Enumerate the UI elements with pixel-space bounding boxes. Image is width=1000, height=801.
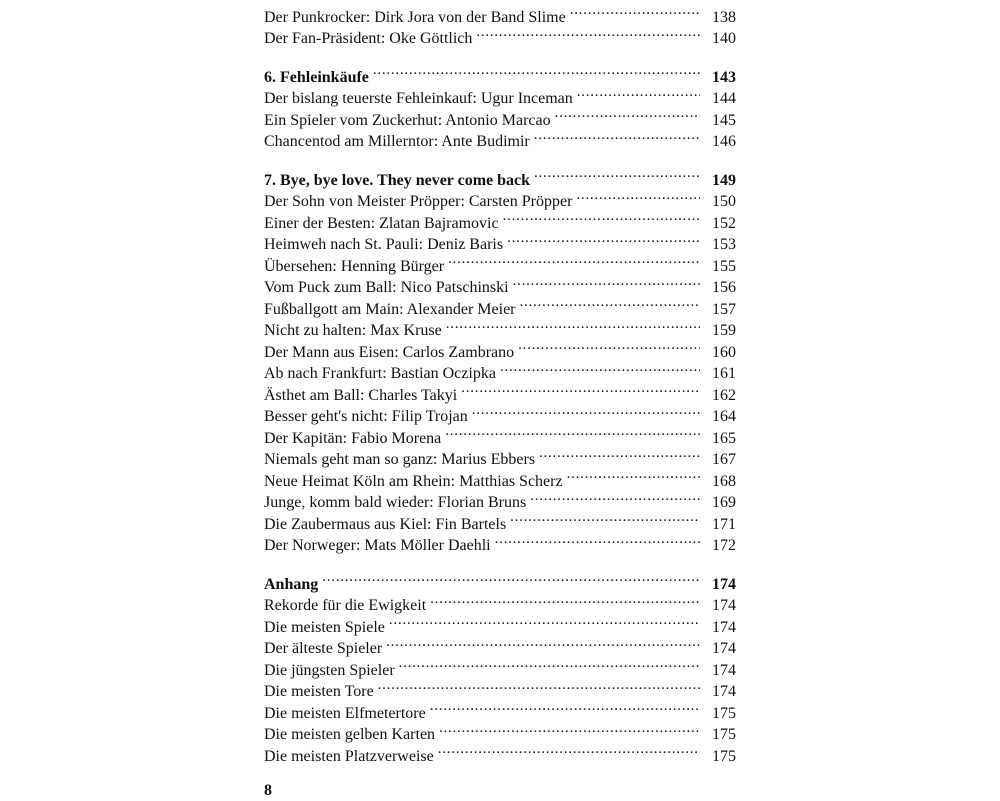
dot-leader [445,421,700,443]
entry-title: Der Kapitän: Fabio Morena [264,429,442,447]
toc-section [264,0,736,47]
page-number: 149 [712,171,736,189]
entry-title: Der bislang teuerste Fehleinkauf: Ugur Inceman [264,90,573,107]
dot-leader [373,60,700,82]
page-number: 159 [712,322,736,339]
page-number: 174 [712,640,736,657]
page-number: 162 [712,386,736,404]
entry-title: Fußballgott am Main: Alexander Meier [264,300,516,318]
entry-title: Der Fan-Präsident: Oke Göttlich [264,30,473,47]
dot-leader [518,335,700,357]
entry-title: Rekorde für die Ewigkeit [264,597,427,614]
entry-title: Die Zaubermaus aus Kiel: Fin Bartels [264,515,507,533]
page-number: 143 [712,68,736,86]
entry-title: Ästhet am Ball: Charles Takyi [264,386,458,404]
toc-chapter-heading [264,567,736,593]
page-number: 174 [712,618,736,636]
entry-title: Ab nach Frankfurt: Bastian Oczipka [264,365,496,382]
entry-title: Der Punkrocker: Dirk Jora von der Band Slime [264,8,566,26]
dot-leader [476,22,700,44]
page-number: 175 [712,704,736,722]
dot-leader [472,400,700,422]
page-number: 165 [712,429,736,447]
dot-leader [389,610,700,632]
toc-section [264,163,736,554]
dot-leader [577,82,700,104]
page-number: 146 [712,133,736,150]
page-folio: 8 [264,782,272,799]
page-number: 174 [712,597,736,614]
page-number: 172 [712,537,736,554]
dot-leader [430,696,700,718]
dot-leader [495,529,700,551]
entry-title: Der Norweger: Mats Möller Daehli [264,537,491,554]
page-number: 174 [712,683,736,700]
dot-leader [570,0,700,22]
page-number: 157 [712,300,736,318]
toc-entry [264,0,736,26]
dot-leader [520,292,701,314]
page-number: 160 [712,343,736,361]
entry-title: Die meisten Platzverweise [264,747,434,765]
dot-leader [399,653,700,675]
dot-leader [513,271,700,293]
dot-leader [539,443,700,465]
dot-leader [534,125,700,147]
toc-chapter-heading [264,163,736,189]
dot-leader [430,589,700,611]
entry-title: Der Sohn von Meister Pröpper: Carsten Pröpper [264,193,573,210]
page-number: 145 [712,111,736,129]
chapter-title: 7. Bye, bye love. They never come back [264,171,531,189]
chapter-title: 6. Fehleinkäufe [264,68,369,86]
toc-section [264,567,736,765]
entry-title: Vom Puck zum Ball: Nico Patschinski [264,279,509,296]
entry-title: Neue Heimat Köln am Rhein: Matthias Scherz [264,472,563,490]
entry-title: Niemals geht man so ganz: Marius Ebbers [264,451,536,468]
page-number: 138 [712,8,736,26]
dot-leader [448,249,700,271]
dot-leader [510,507,700,529]
page-number: 168 [712,472,736,490]
chapter-title: Anhang [264,575,319,593]
page-number: 175 [712,726,736,743]
entry-title: Übersehen: Henning Bürger [264,257,445,275]
dot-leader [507,228,700,250]
entry-title: Besser geht's nicht: Filip Trojan [264,408,468,425]
dot-leader [322,567,700,589]
dot-leader [439,718,700,740]
entry-title: Einer der Besten: Zlatan Bajramovic [264,214,499,232]
dot-leader [555,103,700,125]
page-number: 144 [712,90,736,107]
entry-title: Chancentod am Millerntor: Ante Budimir [264,133,530,150]
toc-section [264,60,736,150]
page-number: 175 [712,747,736,765]
entry-title: Die jüngsten Spieler [264,661,395,679]
page-number: 164 [712,408,736,425]
page-number: 150 [712,193,736,210]
dot-leader [576,185,700,207]
dot-leader [500,357,700,379]
dot-leader [461,378,700,400]
dot-leader [446,314,700,336]
entry-title: Der Mann aus Eisen: Carlos Zambrano [264,343,515,361]
entry-title: Die meisten Spiele [264,618,385,636]
page-number: 140 [712,30,736,47]
page-number: 156 [712,279,736,296]
toc-chapter-heading [264,60,736,86]
dot-leader [567,464,700,486]
dot-leader [438,739,700,761]
entry-title: Die meisten Tore [264,683,374,700]
page-number: 153 [712,236,736,253]
entry-title: Die meisten gelben Karten [264,726,436,743]
toc-entry [264,589,736,614]
table-of-contents [264,0,736,765]
page-number: 155 [712,257,736,275]
dot-leader [534,163,700,185]
dot-leader [378,675,700,697]
page-number: 169 [712,494,736,511]
entry-title: Junge, komm bald wieder: Florian Bruns [264,494,527,511]
entry-title: Ein Spieler vom Zuckerhut: Antonio Marcao [264,111,551,129]
page-number: 174 [712,661,736,679]
entry-title: Heimweh nach St. Pauli: Deniz Baris [264,236,504,253]
page-number: 161 [712,365,736,382]
dot-leader [386,632,700,654]
entry-title: Nicht zu halten: Max Kruse [264,322,442,339]
page-number: 171 [712,515,736,533]
entry-title: Der älteste Spieler [264,640,383,657]
page-number: 174 [712,575,736,593]
dot-leader [503,206,700,228]
entry-title: Die meisten Elfmetertore [264,704,426,722]
page-number: 152 [712,214,736,232]
page-number: 167 [712,451,736,468]
dot-leader [530,486,700,508]
